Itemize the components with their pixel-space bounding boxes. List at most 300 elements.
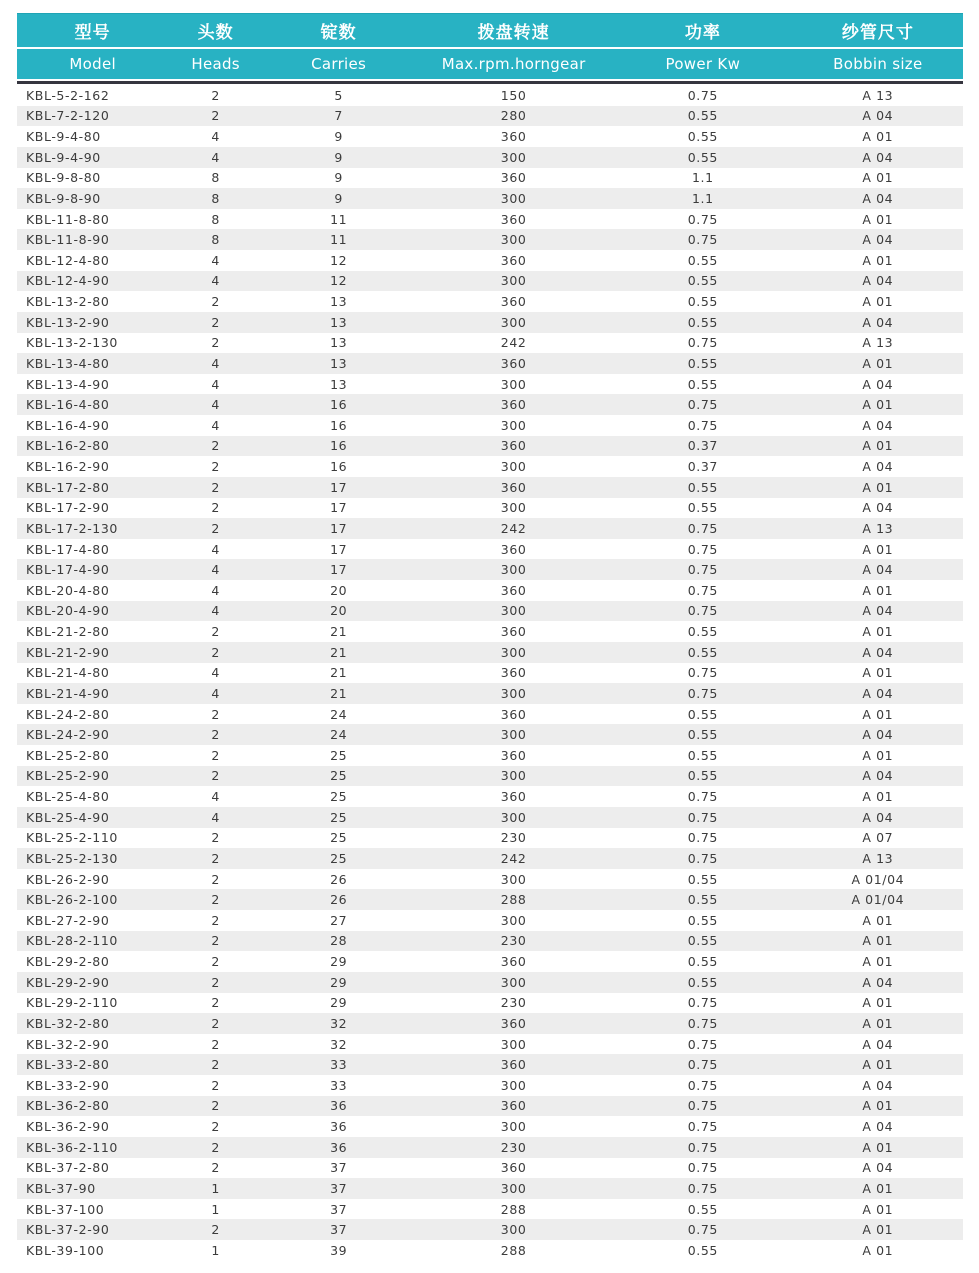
cell-bobbin-size: A 01	[862, 1139, 894, 1155]
cell-carries: 39	[330, 1242, 348, 1258]
cell-carries: 17	[330, 562, 348, 578]
cell-model: KBL-25-4-80	[26, 789, 110, 805]
cell-heads: 2	[211, 459, 220, 475]
cell-power: 0.75	[687, 87, 718, 103]
cell-carries: 17	[330, 479, 348, 495]
cell-model: KBL-16-2-80	[26, 438, 110, 454]
cell-rpm: 288	[500, 1242, 527, 1258]
table-row	[17, 126, 963, 147]
cell-rpm: 300	[500, 1036, 527, 1052]
cell-bobbin-size: A 04	[862, 108, 894, 124]
column-header-carries-zh: 锭数	[320, 23, 357, 43]
cell-rpm: 360	[500, 1015, 527, 1031]
cell-carries: 33	[330, 1057, 348, 1073]
table-row	[17, 1116, 963, 1137]
cell-bobbin-size: A 04	[862, 644, 894, 660]
cell-model: KBL-29-2-90	[26, 974, 110, 990]
cell-bobbin-size: A 04	[862, 727, 894, 743]
cell-carries: 13	[330, 294, 348, 310]
cell-heads: 2	[211, 108, 220, 124]
table-row	[17, 209, 963, 230]
cell-bobbin-size: A 04	[862, 809, 894, 825]
cell-model: KBL-13-4-80	[26, 355, 110, 371]
cell-bobbin-size: A 01	[862, 665, 894, 681]
cell-bobbin-size: A 01	[862, 479, 894, 495]
cell-bobbin-size: A 01	[862, 1201, 894, 1217]
table-row	[17, 580, 963, 601]
cell-bobbin-size: A 04	[862, 768, 894, 784]
cell-rpm: 300	[500, 1077, 527, 1093]
cell-model: KBL-33-2-80	[26, 1057, 110, 1073]
table-row	[17, 353, 963, 374]
cell-carries: 25	[330, 830, 348, 846]
table-row	[17, 147, 963, 168]
cell-model: KBL-9-8-90	[26, 190, 101, 206]
cell-power: 0.55	[687, 252, 718, 268]
column-header-heads-zh: 头数	[197, 23, 234, 43]
cell-heads: 4	[211, 376, 220, 392]
cell-carries: 7	[334, 108, 343, 124]
cell-heads: 2	[211, 335, 220, 351]
cell-carries: 26	[330, 892, 348, 908]
cell-heads: 2	[211, 1222, 220, 1238]
cell-model: KBL-13-4-90	[26, 376, 110, 392]
cell-power: 0.75	[687, 685, 718, 701]
cell-model: KBL-9-8-80	[26, 170, 101, 186]
machine-spec-table	[17, 13, 963, 1261]
cell-carries: 25	[330, 809, 348, 825]
table-row	[17, 621, 963, 642]
cell-power: 0.75	[687, 665, 718, 681]
cell-bobbin-size: A 01/04	[851, 892, 905, 908]
cell-heads: 2	[211, 850, 220, 866]
cell-heads: 8	[211, 190, 220, 206]
table-row	[17, 188, 963, 209]
cell-heads: 2	[211, 500, 220, 516]
cell-rpm: 230	[500, 933, 527, 949]
cell-carries: 20	[330, 582, 348, 598]
table-row	[17, 477, 963, 498]
cell-bobbin-size: A 04	[862, 273, 894, 289]
cell-rpm: 300	[500, 727, 527, 743]
cell-model: KBL-29-2-110	[26, 995, 118, 1011]
cell-rpm: 360	[500, 747, 527, 763]
cell-power: 0.75	[687, 417, 718, 433]
table-row	[17, 374, 963, 395]
table-row	[17, 1075, 963, 1096]
cell-power: 0.75	[687, 850, 718, 866]
cell-model: KBL-20-4-90	[26, 603, 110, 619]
cell-rpm: 300	[500, 500, 527, 516]
cell-rpm: 360	[500, 954, 527, 970]
cell-model: KBL-26-2-90	[26, 871, 110, 887]
cell-carries: 16	[330, 459, 348, 475]
cell-heads: 2	[211, 954, 220, 970]
table-row	[17, 168, 963, 189]
cell-rpm: 300	[500, 314, 527, 330]
cell-model: KBL-25-2-130	[26, 850, 118, 866]
cell-model: KBL-32-2-90	[26, 1036, 110, 1052]
cell-power: 0.55	[687, 892, 718, 908]
cell-power: 0.75	[687, 995, 718, 1011]
cell-power: 0.55	[687, 479, 718, 495]
cell-carries: 37	[330, 1222, 348, 1238]
cell-heads: 4	[211, 665, 220, 681]
cell-bobbin-size: A 04	[862, 190, 894, 206]
cell-power: 0.75	[687, 1057, 718, 1073]
cell-rpm: 300	[500, 912, 527, 928]
cell-carries: 36	[330, 1098, 348, 1114]
cell-power: 0.55	[687, 912, 718, 928]
cell-carries: 12	[330, 273, 348, 289]
cell-rpm: 300	[500, 1222, 527, 1238]
cell-rpm: 300	[500, 685, 527, 701]
table-row	[17, 848, 963, 869]
cell-power: 0.55	[687, 355, 718, 371]
cell-model: KBL-5-2-162	[26, 87, 110, 103]
cell-power: 0.55	[687, 294, 718, 310]
cell-power: 0.75	[687, 211, 718, 227]
cell-carries: 21	[330, 644, 348, 660]
cell-rpm: 300	[500, 809, 527, 825]
cell-bobbin-size: A 01	[862, 129, 894, 145]
table-header-english	[17, 49, 963, 79]
cell-carries: 32	[330, 1036, 348, 1052]
cell-model: KBL-36-2-80	[26, 1098, 110, 1114]
cell-heads: 8	[211, 232, 220, 248]
cell-rpm: 360	[500, 479, 527, 495]
cell-carries: 13	[330, 335, 348, 351]
cell-carries: 17	[330, 500, 348, 516]
cell-power: 0.55	[687, 1242, 718, 1258]
table-row	[17, 951, 963, 972]
cell-model: KBL-27-2-90	[26, 912, 110, 928]
cell-model: KBL-32-2-80	[26, 1015, 110, 1031]
cell-bobbin-size: A 04	[862, 603, 894, 619]
cell-bobbin-size: A 13	[862, 335, 894, 351]
cell-heads: 2	[211, 995, 220, 1011]
table-row	[17, 229, 963, 250]
cell-power: 1.1	[691, 170, 714, 186]
cell-heads: 2	[211, 768, 220, 784]
cell-model: KBL-16-4-90	[26, 417, 110, 433]
cell-power: 0.75	[687, 1119, 718, 1135]
cell-power: 0.55	[687, 871, 718, 887]
cell-bobbin-size: A 04	[862, 974, 894, 990]
cell-heads: 2	[211, 438, 220, 454]
column-header-model-zh: 型号	[74, 23, 111, 43]
cell-heads: 2	[211, 479, 220, 495]
cell-carries: 11	[330, 232, 348, 248]
cell-bobbin-size: A 01	[862, 1098, 894, 1114]
cell-rpm: 300	[500, 273, 527, 289]
cell-carries: 17	[330, 520, 348, 536]
cell-bobbin-size: A 04	[862, 500, 894, 516]
table-row	[17, 1137, 963, 1158]
cell-model: KBL-7-2-120	[26, 108, 110, 124]
cell-model: KBL-17-2-130	[26, 520, 118, 536]
table-row	[17, 1178, 963, 1199]
table-row	[17, 642, 963, 663]
cell-model: KBL-21-2-90	[26, 644, 110, 660]
cell-rpm: 230	[500, 995, 527, 1011]
cell-heads: 4	[211, 562, 220, 578]
cell-power: 0.55	[687, 974, 718, 990]
table-row	[17, 683, 963, 704]
cell-rpm: 360	[500, 624, 527, 640]
cell-carries: 24	[330, 706, 348, 722]
cell-heads: 1	[211, 1180, 220, 1196]
column-header-model-en: Model	[69, 55, 116, 73]
table-row	[17, 745, 963, 766]
cell-heads: 4	[211, 789, 220, 805]
cell-model: KBL-25-2-80	[26, 747, 110, 763]
cell-power: 0.75	[687, 1180, 718, 1196]
cell-carries: 36	[330, 1139, 348, 1155]
table-row	[17, 972, 963, 993]
cell-power: 1.1	[691, 190, 714, 206]
cell-power: 0.75	[687, 1015, 718, 1031]
cell-heads: 4	[211, 273, 220, 289]
cell-bobbin-size: A 04	[862, 685, 894, 701]
cell-model: KBL-21-2-80	[26, 624, 110, 640]
cell-heads: 2	[211, 1077, 220, 1093]
cell-model: KBL-17-2-90	[26, 500, 110, 516]
cell-rpm: 300	[500, 871, 527, 887]
cell-rpm: 360	[500, 170, 527, 186]
cell-heads: 4	[211, 355, 220, 371]
table-row	[17, 518, 963, 539]
cell-carries: 21	[330, 665, 348, 681]
cell-power: 0.55	[687, 129, 718, 145]
cell-carries: 9	[334, 190, 343, 206]
cell-heads: 2	[211, 624, 220, 640]
table-row	[17, 931, 963, 952]
cell-model: KBL-17-4-80	[26, 541, 110, 557]
cell-rpm: 360	[500, 541, 527, 557]
cell-bobbin-size: A 04	[862, 232, 894, 248]
cell-model: KBL-9-4-90	[26, 149, 101, 165]
cell-power: 0.75	[687, 520, 718, 536]
cell-carries: 29	[330, 974, 348, 990]
cell-power: 0.75	[687, 603, 718, 619]
cell-rpm: 360	[500, 252, 527, 268]
cell-power: 0.37	[687, 438, 718, 454]
cell-carries: 28	[330, 933, 348, 949]
cell-heads: 4	[211, 809, 220, 825]
table-row	[17, 250, 963, 271]
cell-carries: 11	[330, 211, 348, 227]
cell-bobbin-size: A 04	[862, 1077, 894, 1093]
table-row	[17, 766, 963, 787]
cell-rpm: 300	[500, 232, 527, 248]
cell-model: KBL-37-90	[26, 1180, 96, 1196]
cell-power: 0.75	[687, 232, 718, 248]
table-row	[17, 1219, 963, 1240]
table-row	[17, 436, 963, 457]
cell-bobbin-size: A 04	[862, 1036, 894, 1052]
cell-rpm: 360	[500, 1160, 527, 1176]
cell-bobbin-size: A 04	[862, 376, 894, 392]
cell-heads: 2	[211, 830, 220, 846]
cell-power: 0.75	[687, 809, 718, 825]
cell-model: KBL-25-2-90	[26, 768, 110, 784]
cell-model: KBL-25-4-90	[26, 809, 110, 825]
table-row	[17, 1158, 963, 1179]
cell-bobbin-size: A 01	[862, 1180, 894, 1196]
cell-carries: 9	[334, 149, 343, 165]
cell-power: 0.55	[687, 768, 718, 784]
cell-heads: 1	[211, 1201, 220, 1217]
cell-bobbin-size: A 01	[862, 933, 894, 949]
cell-heads: 2	[211, 294, 220, 310]
cell-carries: 25	[330, 789, 348, 805]
cell-power: 0.75	[687, 1222, 718, 1238]
cell-bobbin-size: A 01	[862, 1222, 894, 1238]
cell-rpm: 360	[500, 129, 527, 145]
cell-heads: 2	[211, 1057, 220, 1073]
cell-rpm: 300	[500, 459, 527, 475]
table-row	[17, 415, 963, 436]
cell-bobbin-size: A 04	[862, 562, 894, 578]
cell-carries: 9	[334, 129, 343, 145]
cell-heads: 2	[211, 1036, 220, 1052]
cell-heads: 2	[211, 314, 220, 330]
cell-heads: 2	[211, 1015, 220, 1031]
table-row	[17, 1054, 963, 1075]
cell-model: KBL-25-2-110	[26, 830, 118, 846]
cell-carries: 36	[330, 1119, 348, 1135]
cell-carries: 26	[330, 871, 348, 887]
cell-power: 0.55	[687, 933, 718, 949]
cell-carries: 21	[330, 685, 348, 701]
cell-power: 0.75	[687, 1139, 718, 1155]
cell-heads: 1	[211, 1242, 220, 1258]
cell-bobbin-size: A 01	[862, 954, 894, 970]
cell-power: 0.75	[687, 541, 718, 557]
cell-bobbin-size: A 01	[862, 789, 894, 805]
column-header-power-en: Power Kw	[665, 55, 741, 73]
cell-rpm: 280	[500, 108, 527, 124]
cell-power: 0.75	[687, 830, 718, 846]
cell-model: KBL-13-2-80	[26, 294, 110, 310]
table-row	[17, 828, 963, 849]
cell-power: 0.75	[687, 1077, 718, 1093]
cell-carries: 33	[330, 1077, 348, 1093]
table-row	[17, 704, 963, 725]
cell-rpm: 360	[500, 1098, 527, 1114]
cell-carries: 32	[330, 1015, 348, 1031]
column-header-rpm-en: Max.rpm.horngear	[441, 55, 586, 73]
cell-model: KBL-24-2-80	[26, 706, 110, 722]
cell-model: KBL-21-4-90	[26, 685, 110, 701]
table-row	[17, 1034, 963, 1055]
cell-heads: 8	[211, 170, 220, 186]
cell-heads: 4	[211, 149, 220, 165]
cell-bobbin-size: A 04	[862, 314, 894, 330]
cell-power: 0.75	[687, 335, 718, 351]
table-row	[17, 869, 963, 890]
table-row	[17, 889, 963, 910]
cell-rpm: 360	[500, 438, 527, 454]
cell-power: 0.55	[687, 1201, 718, 1217]
cell-power: 0.75	[687, 397, 718, 413]
cell-rpm: 150	[500, 87, 527, 103]
cell-rpm: 242	[500, 335, 527, 351]
cell-power: 0.75	[687, 789, 718, 805]
cell-heads: 2	[211, 520, 220, 536]
table-row	[17, 498, 963, 519]
cell-rpm: 360	[500, 789, 527, 805]
cell-power: 0.55	[687, 644, 718, 660]
cell-rpm: 360	[500, 706, 527, 722]
table-header-chinese	[17, 13, 963, 47]
cell-heads: 8	[211, 211, 220, 227]
cell-heads: 2	[211, 933, 220, 949]
cell-bobbin-size: A 13	[862, 87, 894, 103]
cell-heads: 2	[211, 87, 220, 103]
cell-bobbin-size: A 04	[862, 149, 894, 165]
column-header-rpm-zh: 拨盘转速	[477, 23, 550, 43]
table-row	[17, 333, 963, 354]
cell-model: KBL-36-2-110	[26, 1139, 118, 1155]
cell-model: KBL-36-2-90	[26, 1119, 110, 1135]
cell-heads: 2	[211, 1139, 220, 1155]
cell-bobbin-size: A 01	[862, 1015, 894, 1031]
cell-model: KBL-33-2-90	[26, 1077, 110, 1093]
cell-model: KBL-20-4-80	[26, 582, 110, 598]
cell-bobbin-size: A 01	[862, 294, 894, 310]
cell-carries: 13	[330, 314, 348, 330]
cell-bobbin-size: A 04	[862, 459, 894, 475]
table-row	[17, 1199, 963, 1220]
cell-bobbin-size: A 07	[862, 830, 894, 846]
cell-model: KBL-37-2-90	[26, 1222, 110, 1238]
cell-model: KBL-24-2-90	[26, 727, 110, 743]
cell-carries: 37	[330, 1160, 348, 1176]
table-row	[17, 1240, 963, 1261]
table-row	[17, 601, 963, 622]
cell-heads: 4	[211, 397, 220, 413]
cell-rpm: 300	[500, 149, 527, 165]
cell-heads: 4	[211, 541, 220, 557]
table-row	[17, 786, 963, 807]
cell-bobbin-size: A 01	[862, 995, 894, 1011]
cell-rpm: 300	[500, 603, 527, 619]
cell-bobbin-size: A 01	[862, 355, 894, 371]
cell-bobbin-size: A 04	[862, 1119, 894, 1135]
cell-carries: 29	[330, 995, 348, 1011]
cell-carries: 16	[330, 417, 348, 433]
cell-bobbin-size: A 01	[862, 1242, 894, 1258]
cell-rpm: 242	[500, 850, 527, 866]
cell-carries: 17	[330, 541, 348, 557]
cell-power: 0.55	[687, 149, 718, 165]
cell-rpm: 360	[500, 397, 527, 413]
table-row	[17, 106, 963, 127]
cell-power: 0.55	[687, 624, 718, 640]
cell-bobbin-size: A 01	[862, 397, 894, 413]
cell-heads: 2	[211, 644, 220, 660]
cell-rpm: 360	[500, 1057, 527, 1073]
cell-carries: 24	[330, 727, 348, 743]
table-row	[17, 993, 963, 1014]
table-row	[17, 559, 963, 580]
cell-bobbin-size: A 01	[862, 1057, 894, 1073]
cell-rpm: 300	[500, 417, 527, 433]
column-header-power-zh: 功率	[684, 23, 721, 43]
cell-model: KBL-11-8-90	[26, 232, 110, 248]
